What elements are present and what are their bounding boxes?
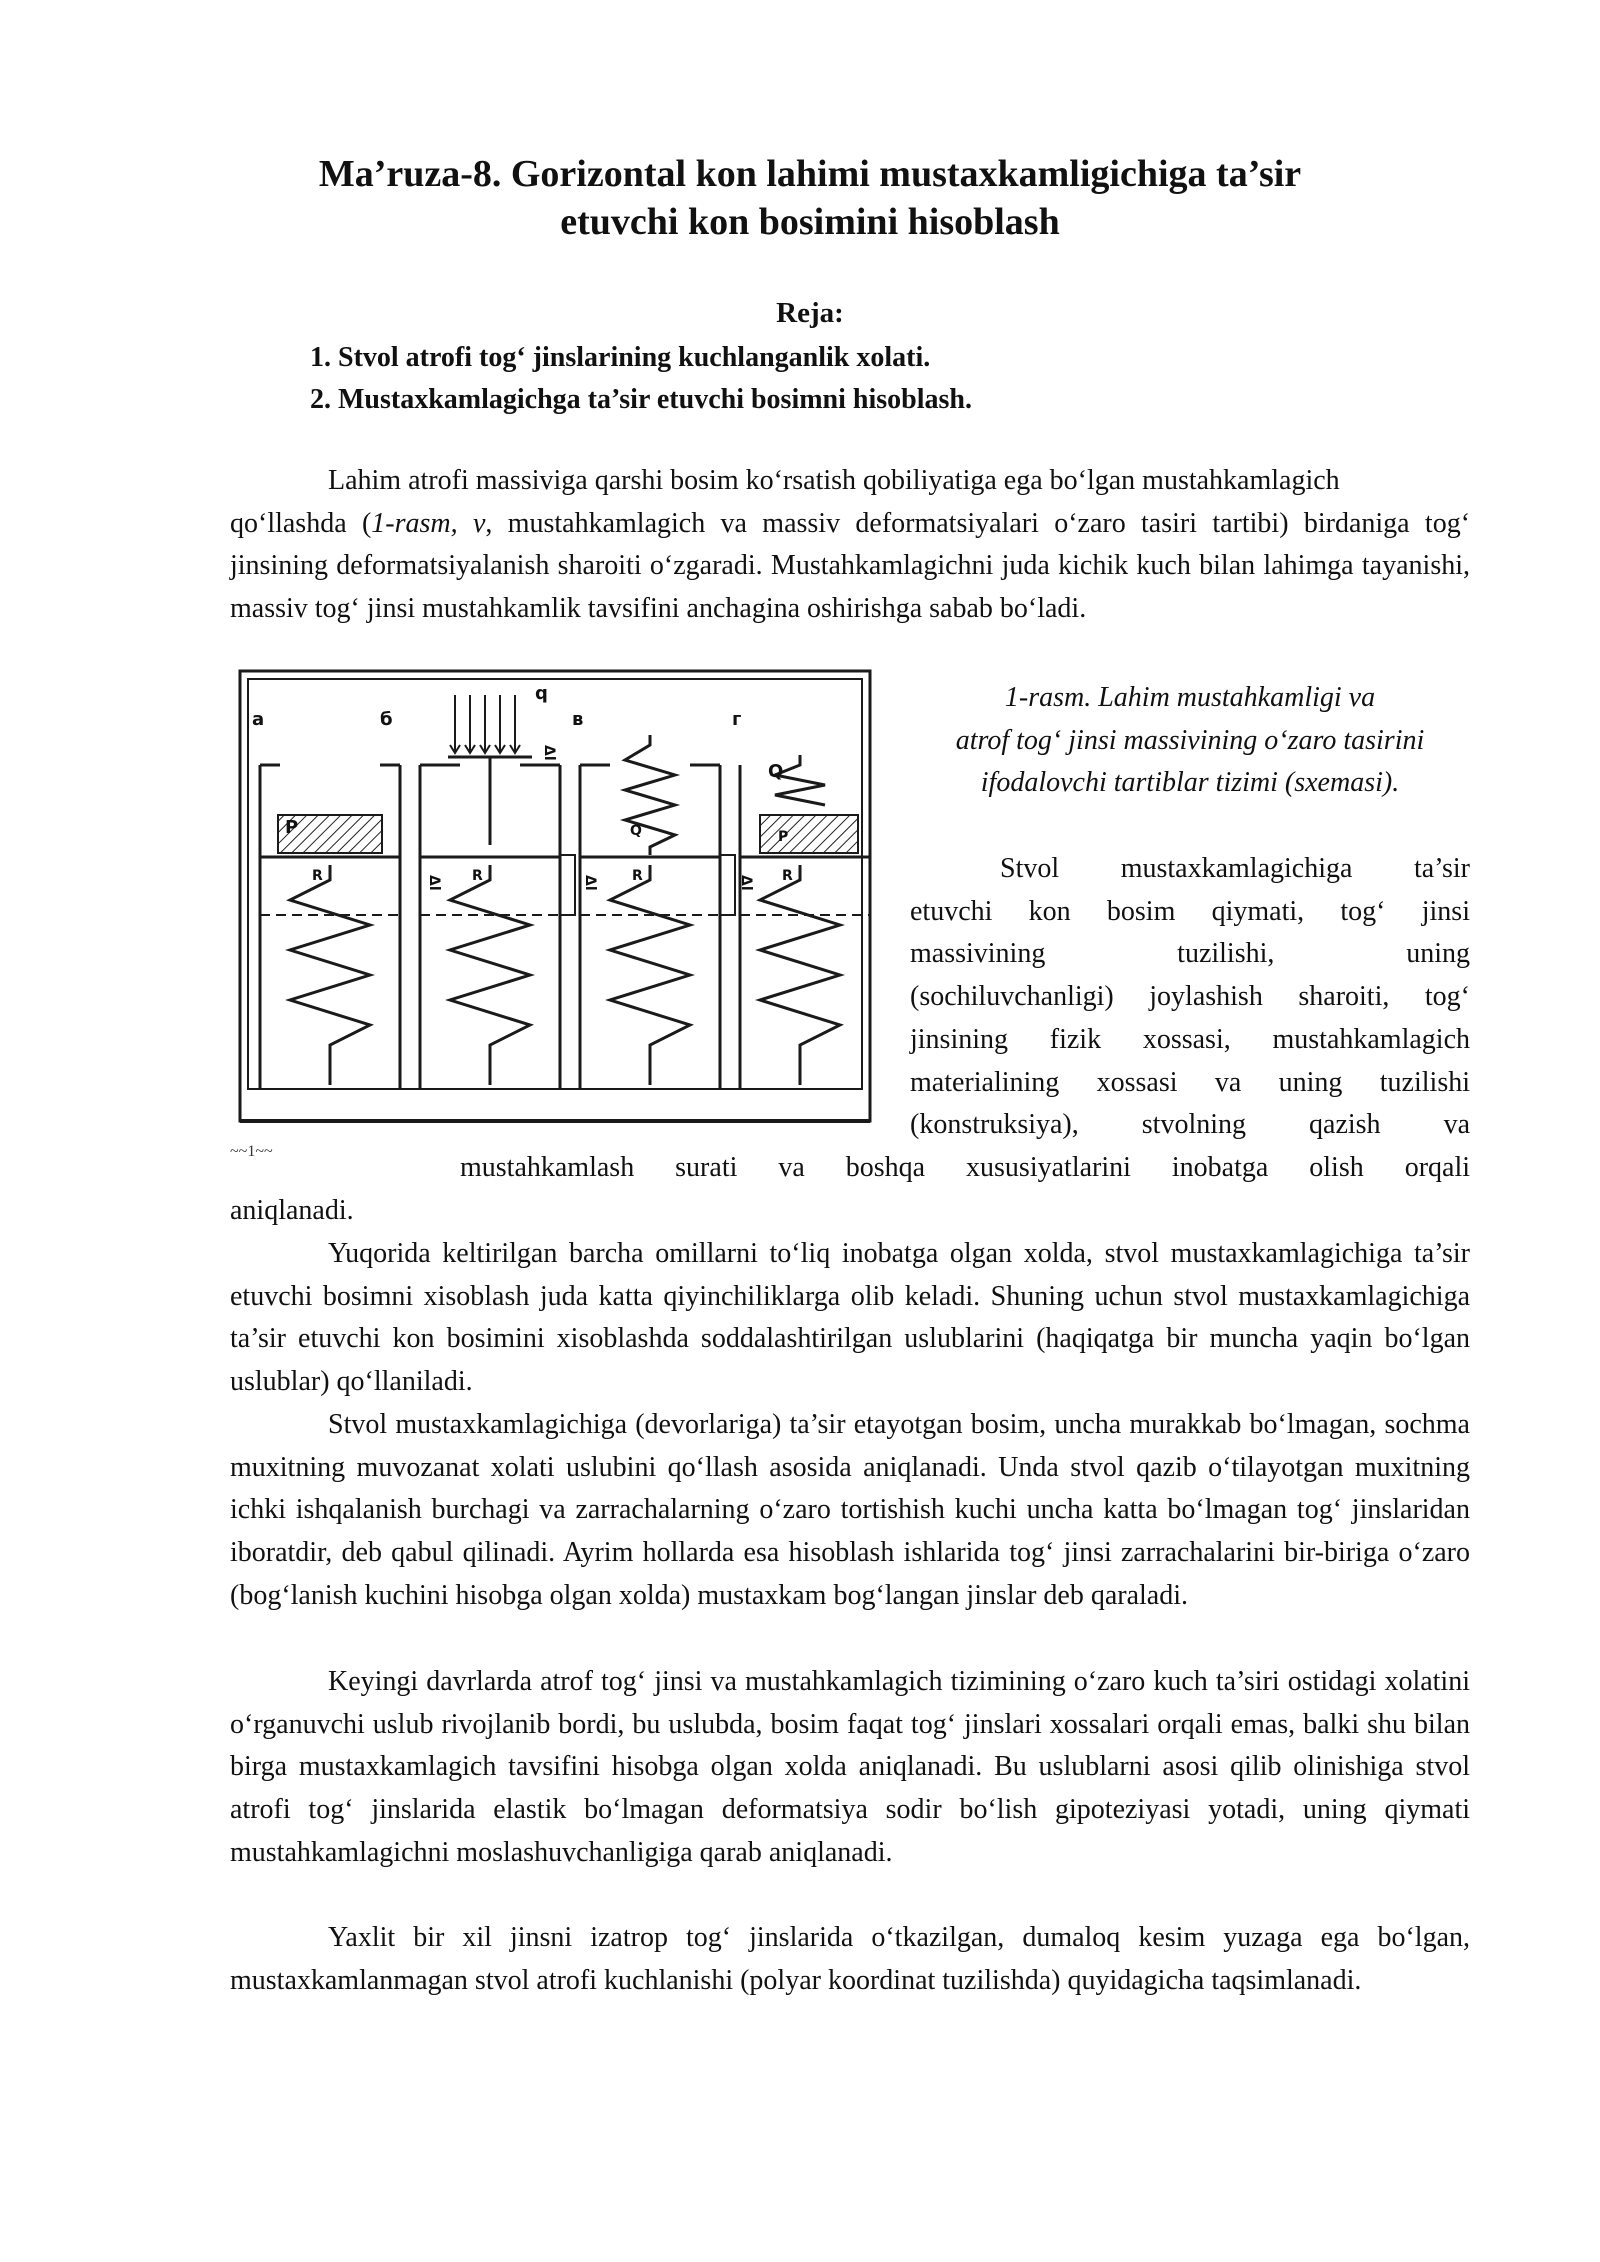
resist-label: R [472,868,483,884]
panel-a [260,765,400,1090]
outer-frame [240,671,870,1121]
side-line: etuvchi kon bosim qiymati, tog‘ jinsi [910,895,1470,927]
panel-label-v: в [572,709,584,730]
load-label-p: P [285,817,299,838]
intro-line-1: Lahim atrofi massiviga qarshi bosim ko‘rsatish qobiliyatiga ega bo‘lgan mustahkamlagich [328,465,1340,496]
title-line-2: etuvchi kon bosimini hisoblash [560,201,1060,243]
inner-frame [248,679,862,1089]
deform-label: Δl [582,875,598,891]
side-line: (konstruksiya), stvolning qazish va [910,1109,1470,1141]
paragraph-4 [230,1661,1470,1875]
title-line-1: Ma’ruza-8. Gorizontal kon lahimi mustaxkamligichiga ta’sir [318,153,1302,195]
deform-label: Δl [738,875,754,891]
side-line: Stvol mustaxkamlagichiga ta’sir [1000,853,1470,884]
paragraph-end: aniqlanadi. [230,1195,354,1226]
paragraph-2-text: Yuqorida keltirilgan barcha omillarni to‘liq inobatga olgan xolda, stvol mustaxkamlagichiga ta’sir etuvchi bosimni xisoblash juda katta qiyinchiliklarga olib keladi. Shuning uchun stvol mustaxkamlagichiga ta’sir etuvchi kon bosimini xisoblashda soddalashtirilgan uslublarini (haqiqatga bir muncha yaqin bo‘lgan uslublar) qo‘llaniladi. [230,1238,1470,1398]
resist-label: R [782,868,793,884]
paragraph-3 [230,1404,1470,1618]
figure-bottom-label: ~~1~~ [230,1143,273,1160]
load-label-q-big-g: Q [768,761,784,782]
caption-line-2: atrof tog‘ jinsi massivining o‘zaro tasirini [955,724,1425,756]
lecture-title [230,150,1390,246]
paragraph-5-text: Yaxlit bir xil jinsni izatrop tog‘ jinslarida o‘tkazilgan, dumaloq kesim yuzaga ega bo‘lgan, mustaxkamlanmagan stvol atrofi kuchlanishi (polyar koordinat tuzilishda) quyidagicha taqsimlanadi. [230,1922,1470,1996]
plan-list [310,337,972,421]
plan-item: 2. Mustaxkamlagichga ta’sir etuvchi bosimni hisoblash. [310,384,972,415]
panel-v [580,735,735,1090]
side-line: materialining xossasi va uning tuzilishi [910,1066,1470,1098]
paragraph-3-text: Stvol mustaxkamlagichiga (devorlariga) ta’sir etayotgan bosim, uncha murakkab bo‘lmagan, sochma muxitning muvozanat xolati uslubini qo‘llash asosida aniqlanadi. Unda stvol qazib o‘tilayotgan muxitning ichki ishqalanish burchagi va zarrachalarning o‘zaro tortishish kuchi uncha katta bo‘lmagan tog‘ jinslaridan iboratdir, deb qabul qilinadi. Ayrim hollarda esa hisoblash ishlarida tog‘ jinsi zarrachalarini bir-biriga o‘zaro (bog‘lanish kuchini hisobga olgan xolda) mustaxkam bog‘langan jinslar deb qaraladi. [230,1409,1470,1611]
support-scheme-figure [230,665,880,1165]
paragraph-2 [230,1233,1470,1404]
load-label-p-g: P [778,829,789,845]
wrap-line: mustahkamlash surati va boshqa xususiyatlarini inobatga olish orqali [460,1152,1470,1183]
deform-label: Δl [541,745,557,761]
plan-item: 1. Stvol atrofi tog‘ jinslarining kuchlanganlik xolati. [310,342,931,373]
panel-g [740,755,870,1090]
resist-label: R [312,868,323,884]
panel-label-g: г [732,709,742,730]
intro-rest: tog‘ jinsining deformatsiyalanish sharoiti o‘zgaradi. Mustahkamlagichni juda kichik kuch bilan lahimga tayanishi, massiv tog‘ jinsi mustahkamlik tavsifini anchagina oshirishga sabab bo‘ladi. [230,507,1471,625]
panel-label-a: a [252,709,265,730]
load-label-q: q [535,683,548,704]
load-block [760,815,858,853]
plan-heading: Reja: [776,297,844,329]
side-line: (sochiluvchanligi) joylashish sharoiti, tog‘ [910,981,1470,1013]
caption-line-1: 1-rasm. Lahim mustahkamligi va [1004,682,1376,713]
side-paragraph [910,848,1470,1147]
load-label-q-big: Q [630,823,642,839]
figure-reference: 1-rasm, v [371,507,486,539]
paragraph-5 [230,1917,1470,2002]
caption-line-3: ifodalovchi tartiblar tizimi (sxemasi). [980,767,1400,799]
resist-label: R [632,868,643,884]
side-line: massivining tuzilishi, uning [910,938,1470,970]
figure-caption [910,677,1470,805]
side-line: jinsining fizik xossasi, mustahkamlagich [910,1023,1470,1055]
panel-label-b: б [380,709,393,730]
deform-label: Δl [426,875,442,891]
intro-line-2b: , mustahkamlagich va massiv deformatsiyalari o‘zaro tasiri tartibi) birdaniga [485,507,1410,539]
paragraph-4-text: Keyingi davrlarda atrof tog‘ jinsi va mustahkamlagich tizimining o‘zaro kuch ta’siri ostidagi xolatini o‘rganuvchi uslub rivojlanib bordi, bu uslubda, bosim faqat tog‘ jinslari xossalari orqali emas, balki shu bilan birga mustaxkamlagich tavsifini hisobga olgan xolda aniqlanadi. Bu uslublarni asosi qilib olinishiga stvol atrofi tog‘ jinslarida elastik bo‘lmagan deformatsiya sodir bo‘lish gipoteziyasi yotadi, uning qiymati mustahkamlagichni moslashuvchanligiga qarab aniqlanadi. [230,1666,1470,1868]
intro-paragraph [230,460,1470,631]
intro-line-2a: qo‘llashda ( [230,507,372,539]
